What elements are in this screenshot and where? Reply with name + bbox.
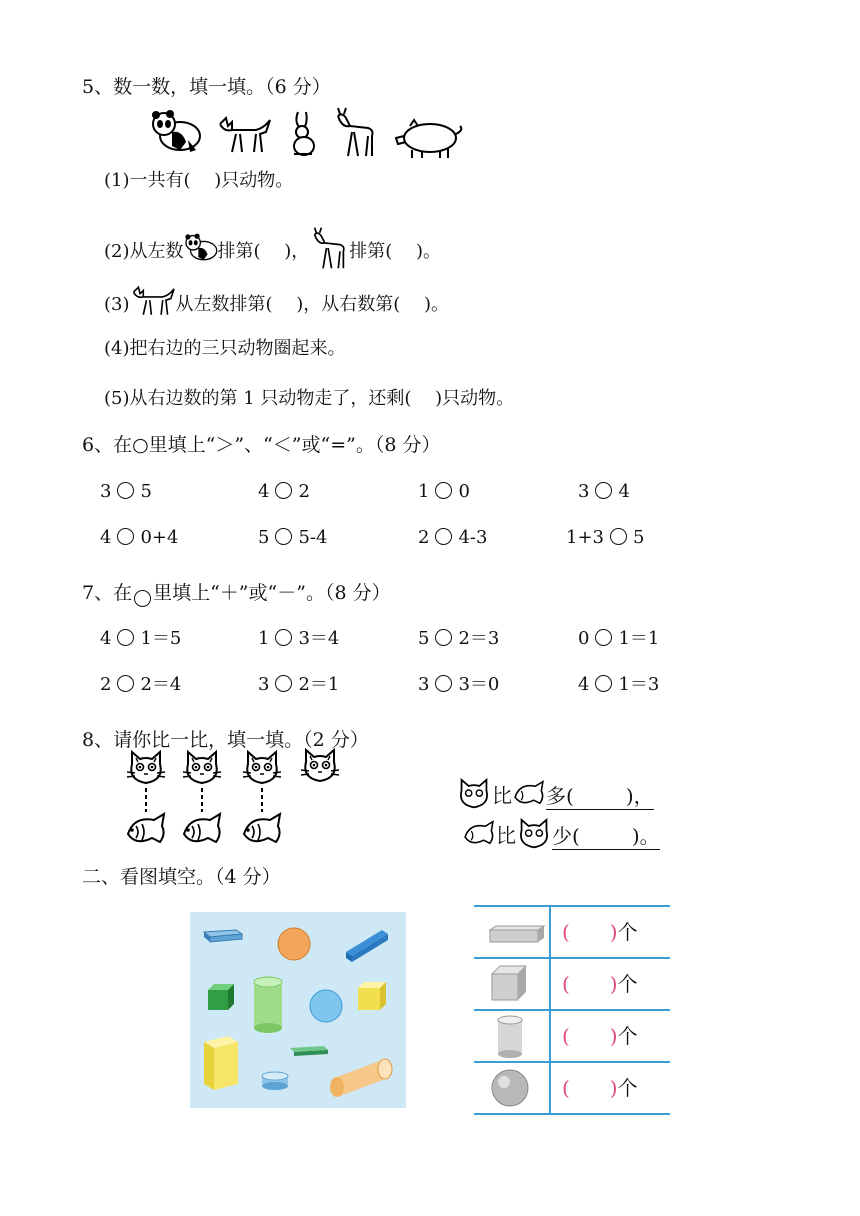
cylinder-icon — [498, 1016, 522, 1058]
q6-title: 6、在○里填上“＞”、“＜”或“=”。（8 分） — [82, 434, 441, 456]
answer-blank[interactable]: ( ) — [562, 920, 618, 944]
fish-icon — [462, 820, 496, 854]
q6-right: 4-3 — [458, 527, 488, 548]
q7-right: 2＝1 — [298, 674, 340, 695]
q6-left: 2 — [418, 527, 430, 548]
q7-left: 3 — [258, 674, 270, 695]
q8-answer-2[interactable] — [552, 823, 660, 850]
q8-l2-close: )。 — [631, 823, 660, 848]
cube-count[interactable] — [562, 968, 638, 997]
q7-left: 5 — [418, 628, 430, 649]
q6-left: 3 — [100, 481, 112, 502]
q8-line1 — [456, 778, 654, 816]
q5-s3-a: (3) — [104, 294, 130, 315]
q5-s2-a: (2)从左数 — [104, 241, 184, 262]
q6-right: 5 — [140, 481, 152, 502]
q8-title: 8、请你比一比，填一填。（2 分） — [82, 729, 369, 751]
unit-label: 个 — [617, 972, 638, 996]
q7-right: 3＝4 — [298, 628, 340, 649]
cylinder-icon — [254, 977, 282, 1033]
q7-right: 1＝1 — [618, 628, 660, 649]
part2-title: 二、看图填空。（4 分） — [82, 866, 281, 888]
q7-left: 4 — [578, 674, 590, 695]
q7-title-b: 里填上“＋”或“－”。（8 分） — [153, 582, 391, 604]
cat-icon — [516, 818, 552, 856]
sphere-icon — [310, 990, 342, 1022]
q8-l1-more: 多( — [546, 783, 574, 808]
q6-right: 0+4 — [140, 527, 179, 548]
q7-right: 2＝4 — [140, 674, 182, 695]
q7-left: 1 — [258, 628, 270, 649]
cylinder-count[interactable] — [562, 1020, 638, 1049]
fish-icon — [240, 812, 284, 848]
q6-left: 5 — [258, 527, 270, 548]
q6-left: 4 — [100, 527, 112, 548]
cuboid-icon — [490, 926, 544, 942]
q7-left: 4 — [100, 628, 112, 649]
q5-s4: (4)把右边的三只动物圈起来。 — [104, 338, 346, 359]
sphere-icon — [278, 928, 310, 960]
sphere-icon — [492, 1070, 528, 1106]
q6-right: 0 — [458, 481, 470, 502]
cube-icon — [492, 966, 526, 1000]
q7-right: 2＝3 — [458, 628, 500, 649]
q6-right: 5-4 — [298, 527, 328, 548]
q8-answer-1[interactable] — [546, 783, 654, 810]
q5-title: 5、数一数，填一填。（6 分） — [82, 76, 331, 98]
q7-right: 3＝0 — [458, 674, 500, 695]
q8-l2-less: 少( — [552, 823, 580, 848]
q6-left: 1 — [418, 481, 430, 502]
q7-left: 0 — [578, 628, 590, 649]
unit-label: 个 — [617, 1076, 638, 1100]
q8-l2-compare: 比 — [496, 823, 516, 848]
q5-s3-b: 从左数排第( )，从右数第( )。 — [175, 294, 450, 315]
q8-l1-compare: 比 — [492, 783, 512, 808]
q8-line2 — [462, 818, 660, 856]
q6-left: 1+3 — [566, 527, 604, 548]
cat-icon — [456, 778, 492, 816]
q6-right: 5 — [633, 527, 645, 548]
q5-s5: (5)从右边数的第 1 只动物走了，还剩( )只动物。 — [104, 388, 515, 409]
fish-icon — [180, 812, 224, 848]
q7-left: 3 — [418, 674, 430, 695]
q8-l1-close: )， — [625, 783, 654, 808]
fish-icon — [124, 812, 168, 848]
q7-right: 1＝5 — [140, 628, 182, 649]
q6-left: 4 — [258, 481, 270, 502]
cylinder-icon — [262, 1072, 288, 1090]
q5-s2-b: 排第( )， — [217, 241, 310, 262]
sphere-count[interactable] — [562, 1072, 638, 1101]
answer-blank[interactable]: ( ) — [562, 1076, 618, 1100]
q7-title-a: 7、在 — [82, 582, 133, 604]
solids-picture — [190, 912, 406, 1108]
q7-right: 1＝3 — [618, 674, 660, 695]
answer-blank[interactable]: ( ) — [562, 972, 618, 996]
q5-s1: (1)一共有( )只动物。 — [104, 170, 294, 191]
q6-right: 4 — [618, 481, 630, 502]
q5-s2-c: 排第( )。 — [349, 241, 442, 262]
fish-icon — [512, 780, 546, 814]
cuboid-icon — [204, 1036, 238, 1090]
cube-icon — [358, 982, 386, 1010]
unit-label: 个 — [617, 920, 638, 944]
cuboid-count[interactable] — [562, 916, 638, 945]
answer-blank[interactable]: ( ) — [562, 1024, 618, 1048]
unit-label: 个 — [617, 1024, 638, 1048]
q6-right: 2 — [298, 481, 310, 502]
q7-left: 2 — [100, 674, 112, 695]
q6-left: 3 — [578, 481, 590, 502]
cube-icon — [208, 984, 234, 1010]
